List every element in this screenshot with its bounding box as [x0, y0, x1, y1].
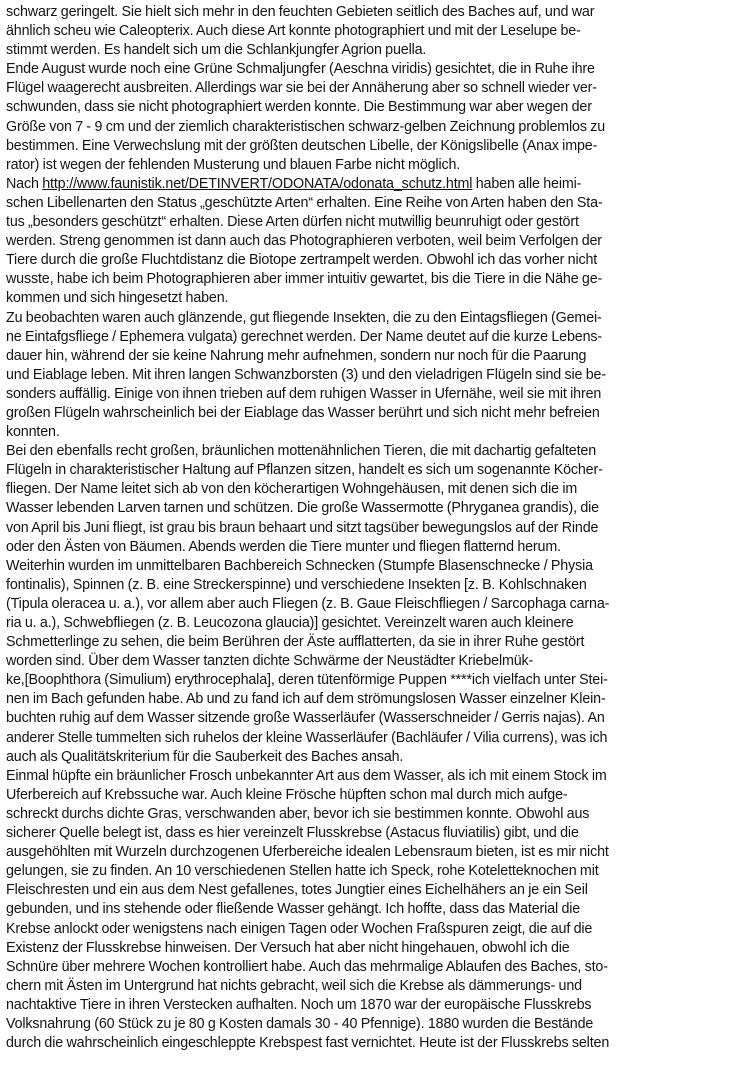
link-line: [6, 175, 750, 194]
text-line: schwunden, dass sie nicht photographiert werden konnte. Die Bestimmung war aber wegen der: [6, 99, 592, 116]
text-line: Uferbereich auf Krebssuche war. Auch kleine Frösche hüpften schon mal durch mich aufge-: [6, 786, 568, 803]
text-line: Flügeln in charakteristischer Haltung auf Pflanzen sitzen, handelt es sich um sogenannte Köcher-: [6, 462, 603, 479]
text-line: ähnlich scheu wie Caleopterix. Auch diese Art konnte photographiert und mit der Leselupe be-: [6, 23, 581, 40]
text-line: worden sind. Über dem Wasser tanzten dichte Schwärme der Neustädter Kriebelmük-: [6, 653, 534, 670]
text-line: Zu beobachten waren auch glänzende, gut fliegende Insekten, die zu den Eintagsfliegen (Gemei-: [6, 309, 602, 326]
text-line: wusste, habe ich beim Photographieren aber immer intuitiv gewartet, bis die Tiere in die Nähe ge-: [6, 271, 603, 288]
text-line: chern mit Ästen im Untergrund hat nichts gebracht, weil sich die Krebse als dämmerungs- und: [6, 977, 582, 994]
text-line: rator) ist wegen der fehlenden Musterung und blauen Farbe nicht möglich.: [6, 156, 461, 173]
text-line: fontinalis), Spinnen (z. B. eine Streckerspinne) und verschiedene Insekten [z. B. Kohlschnaken: [6, 576, 587, 593]
text-line: gelungen, sie zu finden. An 10 verschiedenen Stellen hatte ich Speck, rohe Koteletteknochen mit: [6, 863, 599, 880]
text-line: schwarz geringelt. Sie hielt sich mehr in den feuchten Gebieten seitlich des Baches auf, und war: [6, 4, 595, 20]
link-line-suffix: haben alle heimi-: [472, 175, 582, 192]
faunistik-link[interactable]: http://www.faunistik.net/DETINVERT/ODONATA/odonata_schutz.html: [42, 175, 473, 192]
text-line: ausgehöhlten mit Wurzeln durchzogenen Uferbereiche idealen Lebensraum bieten, ist es mir nicht: [6, 844, 609, 861]
text-line: Einmal hüpfte ein bräunlicher Frosch unbekannter Art aus dem Wasser, als ich mit einem Stock im: [6, 767, 607, 784]
text-line: durch die wahrscheinlich eingeschleppte Krebspest fast vernichtet. Heute ist der Flusskrebs selten: [6, 1035, 610, 1052]
text-line: großen Flügeln wahrscheinlich bei der Eiablage das Wasser berührt und sich nicht mehr befreien: [6, 404, 600, 421]
text-line: Wasser lebenden Larven tarnen und schützen. Die große Wassermotte (Phryganea grandis), die: [6, 500, 599, 517]
text-line: oder den Ästen von Bäumen. Abends werden die Tiere munter und fliegen flatternd herum.: [6, 538, 561, 555]
text-line: gebunden, und ins stehende oder fließende Wasser gehängt. Ich hoffte, dass das Material die: [6, 901, 581, 918]
text-line: von April bis Juni fliegt, ist grau bis braun behaart und sitzt tagsüber bewegungslos auf der Rinde: [6, 519, 599, 536]
link-line-prefix: Nach: [6, 175, 43, 192]
text-line: und Eiablage leben. Mit ihren langen Schwanzborsten (3) und den vieladrigen Flügeln sind sie be-: [6, 366, 606, 383]
text-line: Volksnahrung (60 Stück zu je 80 g Kosten damals 30 - 40 Pfennige). 1880 wurden die Bestände: [6, 1015, 594, 1032]
text-line: sonders auffällig. Einige von ihnen trieben auf dem ruhigen Wasser in Ufernähe, weil sie mit ihren: [6, 385, 602, 402]
text-line: auch als Qualitätskriterium für die Sauberkeit des Baches ansah.: [6, 748, 404, 765]
text-line: stimmt werden. Es handelt sich um die Schlankjungfer Agrion puella.: [6, 42, 427, 59]
text-line: Ende August wurde noch eine Grüne Schmaljungfer (Aeschna viridis) gesichtet, die in Ruhe ihre: [6, 61, 595, 78]
text-line: ria u. a.), Schwebfliegen (z. B. Leucozona glaucia)] gesichtet. Vereinzelt waren auch kleinere: [6, 615, 574, 631]
text-line: Größe von 7 - 9 cm und der ziemlich charakteristischen schwarz-gelben Zeichnung problemlos zu: [6, 118, 606, 135]
text-line: tus „besonders geschützt“ erhalten. Diese Arten dürfen nicht mutwillig beunruhigt oder gestört: [6, 214, 579, 231]
text-line: Bei den ebenfalls recht großen, bräunlichen mottenähnlichen Tieren, die mit dachartig gefalteten: [6, 443, 596, 460]
text-line: Fleischresten und ein aus dem Nest gefallenes, totes Jungtier eines Eichelhähers an je ein Seil: [6, 882, 588, 899]
text-line: kommen und sich hingesetzt haben.: [6, 290, 229, 307]
text-line: bestimmen. Eine Verwechslung mit der größten deutschen Libelle, der Königslibelle (Anax impe-: [6, 137, 598, 154]
text-line: dauer hin, während der sie keine Nahrung mehr aufnehmen, sondern nur noch für die Paarung: [6, 347, 587, 364]
text-line: Schnüre über mehrere Wochen kontrolliert habe. Auch das mehrmalige Ablaufen des Baches, sto-: [6, 958, 608, 975]
text-line: Schmetterlinge zu sehen, die beim Berühren der Äste aufflatterten, da sie in ihrer Ruhe gestört: [6, 634, 585, 651]
text-line: konnten.: [6, 424, 60, 441]
text-line: schreckt durchs dichte Gras, verschwanden aber, bevor ich sie bestimmen konnte. Obwohl aus: [6, 805, 590, 822]
text-line: buchten ruhig auf dem Wasser sitzende große Wasserläufer (Wasserschneider / Gerris najas). An: [6, 710, 605, 727]
text-line: ne Eintafgsfliege / Ephemera vulgata) gerechnet werden. Der Name deutet auf die kurze Lebens-: [6, 328, 602, 345]
text-line: anderer Stelle tummelten sich ruhelos der kleine Wasserläufer (Bachläufer / Vilia currens), was ich: [6, 729, 608, 746]
text-line: fliegen. Der Name leitet sich ab von den köcherartigen Wohngehäusen, mit denen sich die im: [6, 481, 578, 498]
text-line: Tiere durch die große Fluchtdistanz die Biotope zertrampelt werden. Obwohl ich das vorher nicht: [6, 252, 598, 269]
document-page: [6, 3, 750, 1072]
text-line: schen Libellenarten den Status „geschützte Arten“ erhalten. Eine Reihe von Arten haben den Sta-: [6, 194, 603, 211]
text-line: Krebse anlockt oder wenigstens nach einigen Tagen oder Wochen Fraßspuren zeigt, die auf die: [6, 920, 593, 937]
text-line: ke,[Boophthora (Simulium) erythrocephala], deren tütenförmige Puppen ****ich vielfach unter Stei-: [6, 672, 608, 689]
text-line: nachtaktive Tiere in ihren Verstecken aufhalten. Noch um 1870 war der europäische Flusskrebs: [6, 996, 592, 1013]
text-line: nen im Bach gefunden habe. Ab und zu fand ich auf dem strömungslosen Wasser einzelner Klein-: [6, 691, 606, 708]
text-line: Weiterhin wurden im unmittelbaren Bachbereich Schnecken (Stumpfe Blasenschnecke / Physia: [6, 557, 593, 574]
text-line: (Tipula oleracea u. a.), vor allem aber auch Fliegen (z. B. Gaue Fleischfliegen / Sarcophaga carna-: [6, 595, 610, 612]
text-line: Flügel waagerecht ausbreiten. Allerdings war sie bei der Annäherung aber so schnell wieder ver-: [6, 80, 597, 97]
text-line: sicherer Quelle belegt ist, dass es hier vereinzelt Flusskrebse (Astacus fluviatilis) gibt, und die: [6, 825, 579, 842]
text-line: werden. Streng genommen ist dann auch das Photographieren verboten, weil beim Verfolgen der: [6, 233, 602, 250]
text-line: Existenz der Flusskrebse hinweisen. Der Versuch hat aber nicht hingehauen, obwohl ich die: [6, 939, 570, 956]
